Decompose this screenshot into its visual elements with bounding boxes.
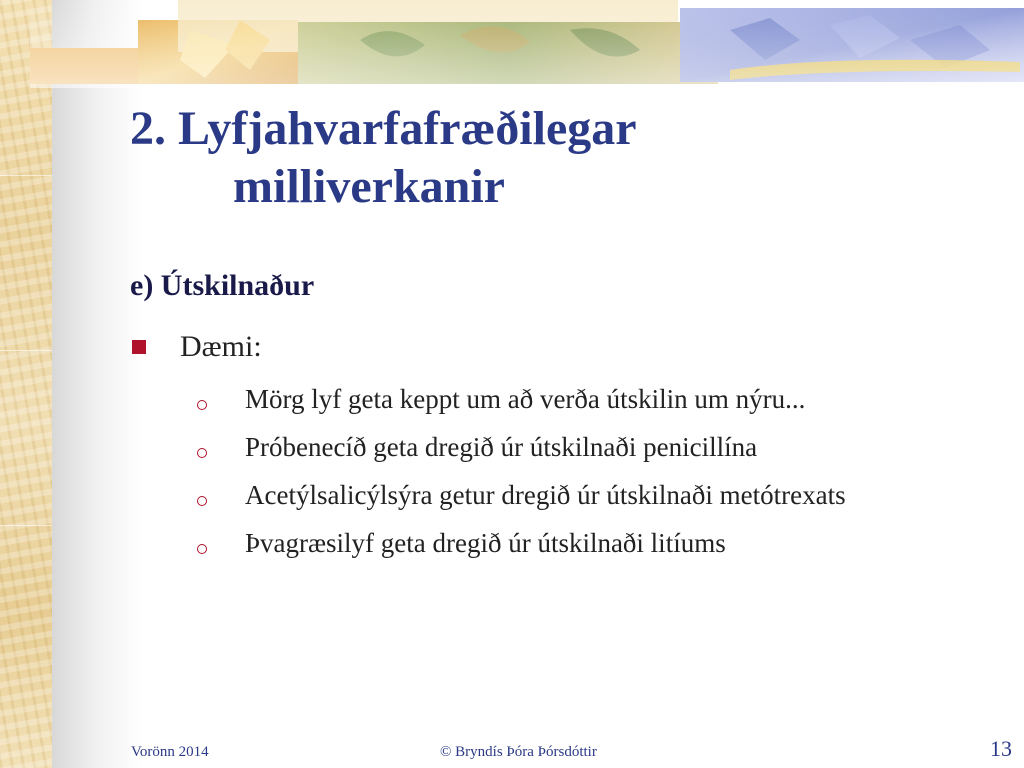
list-item [190, 428, 905, 466]
footer-author: © Bryndís Þóra Þórsdóttir [440, 744, 597, 760]
subheading: e) Útskilnaður [130, 269, 315, 302]
square-bullet-icon [132, 340, 146, 354]
circle-bullet-icon [197, 544, 207, 554]
circle-bullet-icon [197, 496, 207, 506]
list-item-text: Mörg lyf geta keppt um að verða útskilin um nýru... [245, 384, 806, 414]
bullet-item [130, 328, 910, 368]
list-item-text: Acetýlsalicýlsýra getur dregið úr útskilnaði metótrexats [245, 480, 846, 510]
list-item [190, 524, 905, 562]
title-line-1: 2. Lyfjahvarfafræðilegar [130, 102, 637, 155]
title-line-2: milliverkanir [233, 160, 505, 213]
list-item [190, 380, 905, 418]
footer-semester: Vorönn 2014 [131, 744, 209, 760]
list-item [190, 476, 905, 514]
bullet-text: Dæmi: [180, 330, 262, 363]
slide-number: 13 [990, 736, 1012, 761]
list-item-text: Próbenecíð geta dregið úr útskilnaði penicillína [245, 432, 758, 462]
circle-bullet-icon [197, 400, 207, 410]
slide-title [130, 100, 910, 216]
list-item-text: Þvagræsilyf geta dregið úr útskilnaði litíums [245, 528, 726, 558]
circle-bullet-icon [197, 448, 207, 458]
sub-bullet-list [190, 380, 905, 572]
